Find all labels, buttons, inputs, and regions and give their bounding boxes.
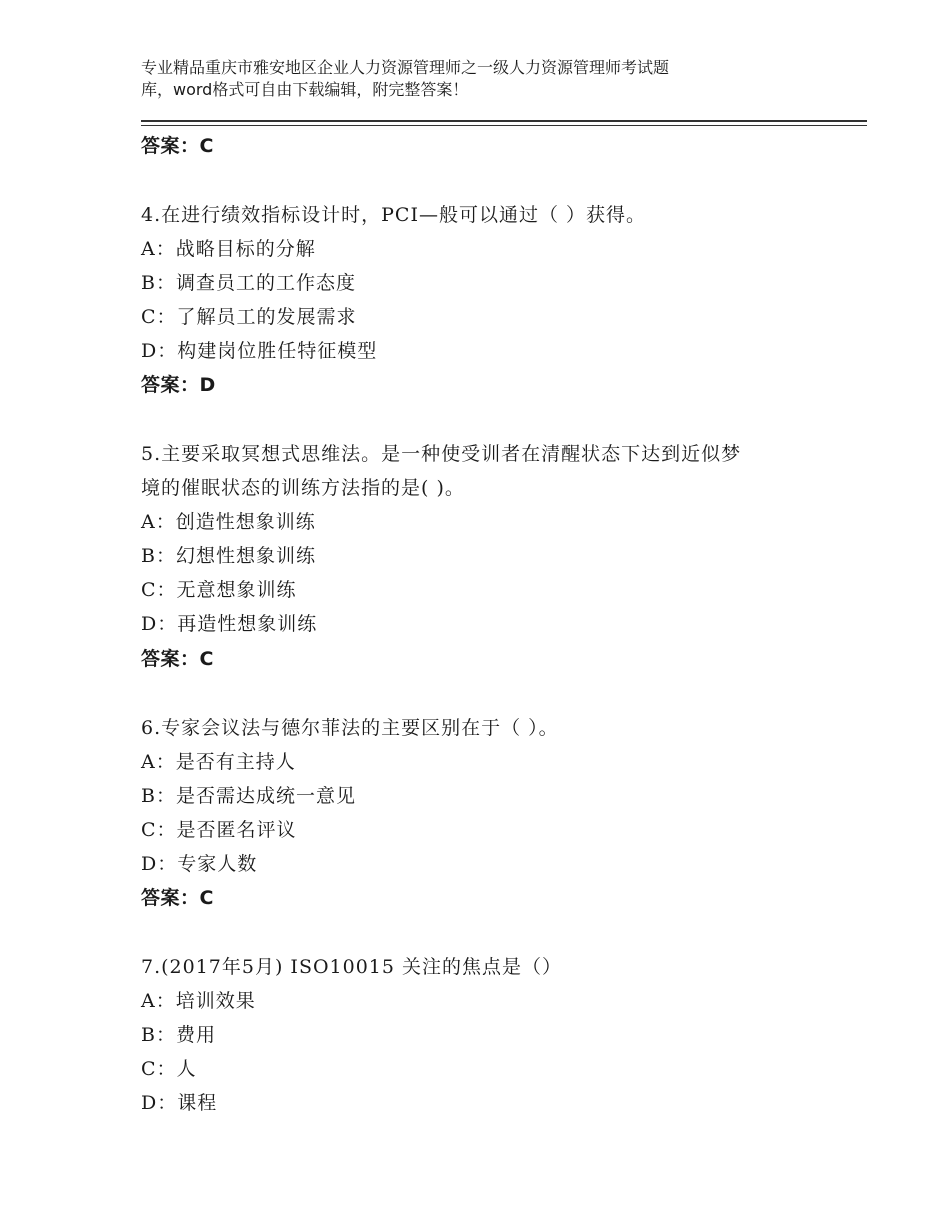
answer-q4: 答案：D xyxy=(141,374,216,396)
question-7-option-c: C：人 xyxy=(141,1058,197,1080)
question-7-stem: 7.(2017年5月) ISO10015 关注的焦点是（） xyxy=(141,956,563,978)
question-4-option-d: D：构建岗位胜任特征模型 xyxy=(141,340,378,362)
document-header xyxy=(141,57,821,101)
question-6-option-a: A：是否有主持人 xyxy=(141,751,296,773)
question-4-option-c: C：了解员工的发展需求 xyxy=(141,306,357,328)
question-4-option-b: B：调查员工的工作态度 xyxy=(141,272,356,294)
question-6-option-d: D：专家人数 xyxy=(141,853,258,875)
question-5-option-d: D：再造性想象训练 xyxy=(141,613,318,635)
question-4-stem: 4.在进行绩效指标设计时，PCI—般可以通过（ ）获得。 xyxy=(141,204,646,226)
answer-q5: 答案：C xyxy=(141,648,214,670)
question-5-option-a: A：创造性想象训练 xyxy=(141,511,316,533)
header-rule-thin xyxy=(141,125,867,126)
question-6-stem: 6.专家会议法与德尔菲法的主要区别在于（ ）。 xyxy=(141,717,559,739)
question-7-option-b: B：费用 xyxy=(141,1024,216,1046)
question-6-option-b: B：是否需达成统一意见 xyxy=(141,785,356,807)
header-rule-thick xyxy=(141,120,867,122)
question-5-stem-line-1: 5.主要采取冥想式思维法。是一种使受训者在清醒状态下达到近似梦 xyxy=(141,443,742,465)
header-title-line-2: 库，word格式可自由下载编辑，附完整答案！ xyxy=(141,80,469,99)
question-5-option-b: B：幻想性想象训练 xyxy=(141,545,316,567)
header-title-line-1: 专业精品重庆市雅安地区企业人力资源管理师之一级人力资源管理师考试题 xyxy=(141,58,670,77)
question-5-stem-line-2: 境的催眠状态的训练方法指的是( )。 xyxy=(141,477,465,499)
question-7-option-d: D：课程 xyxy=(141,1092,218,1114)
answer-q3: 答案：C xyxy=(141,135,214,157)
question-7-option-a: A：培训效果 xyxy=(141,990,256,1012)
question-4-option-a: A：战略目标的分解 xyxy=(141,238,316,260)
question-5-option-c: C：无意想象训练 xyxy=(141,579,297,601)
question-6-option-c: C：是否匿名评议 xyxy=(141,819,297,841)
answer-q6: 答案：C xyxy=(141,887,214,909)
